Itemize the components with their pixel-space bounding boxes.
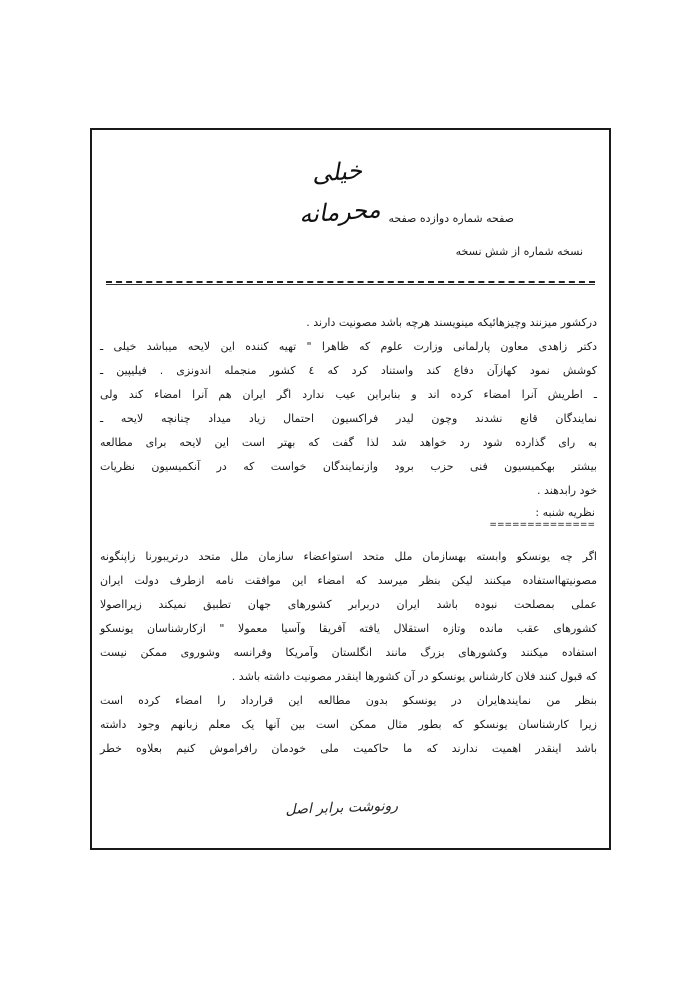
paragraph-line: به رای گذارده شود رد خواهد شد لذا گفت که بهتر است این لایحه برای مطالعه (100, 436, 597, 449)
document-page (90, 128, 611, 850)
paragraph-line: که قبول کنند فلان کارشناس یونسکو در آن کشورها اینقدر مصونیت داشته باشد . (231, 670, 597, 683)
copy-number-line: نسخه شماره از شش نسخه (455, 245, 583, 258)
paragraph-line: خود رابدهند . (537, 484, 597, 497)
paragraph-line: اگر چه یونسکو وابسته بهسازمان ملل متحد استواعضاء سازمان ملل متحد درتریبورنا زاپنگونه (100, 550, 597, 563)
paragraph-line: درکشور میزنند وچیزهائیکه مینویسند هرچه باشد مصونیت دارند . (306, 316, 597, 329)
paragraph-line: کوشش نمود کهازآن دفاع کند واستناد کرد که ٤ کشور منجمله اندونزی . فیلیپین ـ (100, 364, 597, 377)
paragraph-line: دکتر زاهدی معاون پارلمانی وزارت علوم که ظاهرا " تهیه کننده این لایحه میباشد خیلی ـ (100, 340, 597, 353)
paragraph-line: ـ اطریش آنرا امضاء کرده اند و بنابراین عیب ندارد اگر ایران هم آنرا امضاء کند ولی (100, 388, 597, 401)
paragraph-line: زیرا کارشناسان یونسکو که بطور مثال ممکن است بین آنها یک معلم زبانهم وجود داشته (100, 718, 597, 731)
section-heading-underline: ============== (489, 520, 595, 530)
paragraph-line: کشورهای عقب مانده وتازه استقلال یافته آفریقا وآسیا معمولا " ازکارشناسان یونسکو (100, 622, 597, 635)
document-body (92, 130, 609, 848)
paragraph-line: عملی بمصلحت نبوده باشد ایران دربرابر کشورهای جهان تطبیق نمیکند زیرااصولا (100, 598, 597, 611)
paragraph-line: استفاده میکنند وکشورهای بزرگ مانند انگلستان وآمریکا وفرانسه وشوروی ممکن نیست (100, 646, 597, 659)
paragraph-line: بنظر من نمایندهایران در یونسکو بدون مطالعه این قرارداد را امضاء کرده است (100, 694, 597, 707)
paragraph-line: نمایندگان قانع نشدند وچون لیدر فراکسیون احتمال زیاد میداد چنانچه لایحه ـ (100, 412, 597, 425)
signature: رونوشت برابر اصل (285, 798, 399, 818)
paragraph-line: مصونیتهااستفاده میکنند لیکن بنظر میرسد که امضاء این موافقت نامه ازطرف دولت ایران (100, 574, 597, 587)
paragraph-line: بیشتر بهکمیسیون فنی حزب برود وازنمایندگان خواست که در آنکمیسیون نظریات (100, 460, 597, 473)
header-divider (106, 281, 595, 283)
header-divider-secondary (106, 284, 595, 285)
classification-stamp: خیلی محرمانه (298, 156, 382, 229)
section-heading: نظریه شنبه : (535, 506, 595, 519)
paragraph-line: باشد اینقدر اهمیت ندارند که ما حاکمیت ملی خودمان رافراموش کنیم بعلاوه خطر (100, 742, 597, 755)
page-number-line: صفحه شماره دوازده صفحه (388, 212, 514, 225)
